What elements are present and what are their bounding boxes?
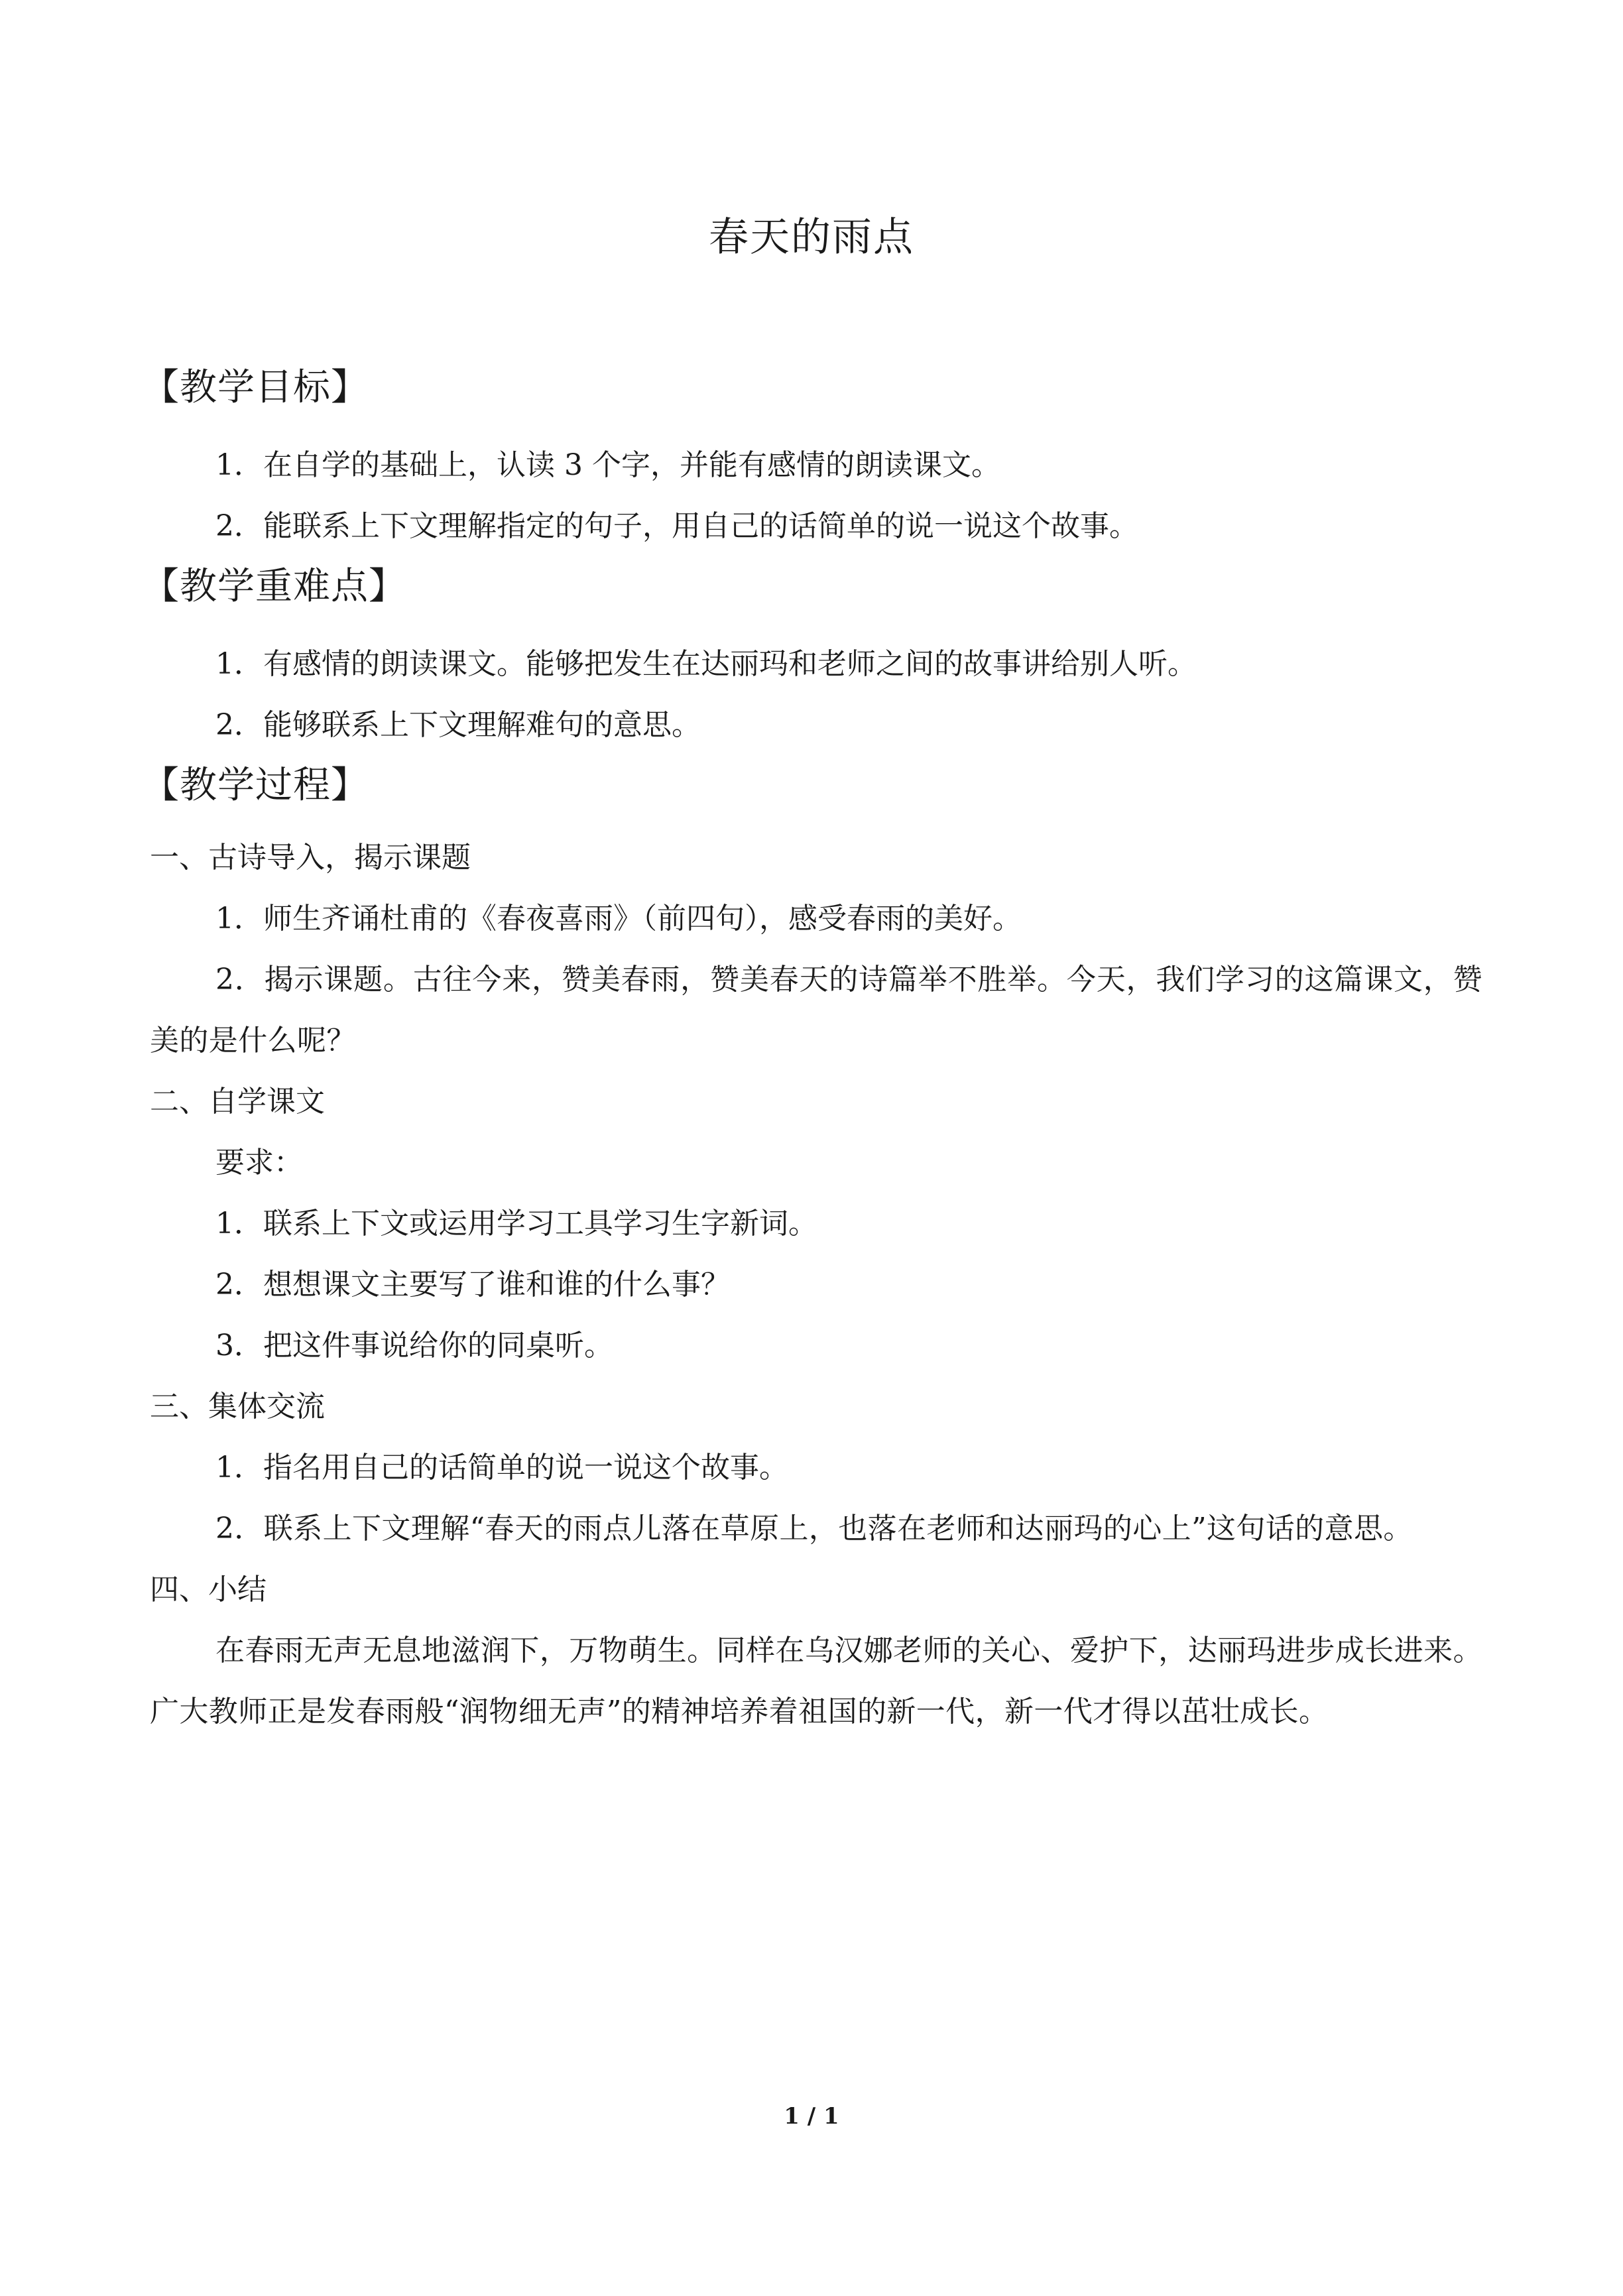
document-body (142, 358, 1482, 1742)
process-part2-item-3: 3．把这件事说给你的同桌听。 (215, 1329, 613, 1362)
document-title: 春天的雨点 (709, 214, 914, 261)
key-points-item-2: 2．能够联系上下文理解难句的意思。 (215, 708, 701, 742)
process-part2-requirement: 要求： (215, 1146, 303, 1179)
process-part2-item-2: 2．想想课文主要写了谁和谁的什么事？ (215, 1268, 730, 1301)
process-part2-item-1: 1．联系上下文或运用学习工具学习生字新词。 (215, 1207, 817, 1240)
process-part2-title: 二、自学课文 (150, 1085, 325, 1118)
process-part1-item-1: 1．师生齐诵杜甫的《春夜喜雨》（前四句），感受春雨的美好。 (215, 902, 1022, 936)
goals-item-2: 2．能联系上下文理解指定的句子，用自己的话简单的说一说这个故事。 (215, 509, 1138, 543)
process-part1-item-2: 2．揭示课题。古往今来，赞美春雨，赞美春天的诗篇举不胜举。今天，我们学习的这篇课文，赞美的是什么呢？ (150, 963, 1482, 1057)
page-number: 1 / 1 (784, 2103, 839, 2130)
process-part3-item-2: 2．联系上下文理解“春天的雨点儿落在草原上，也落在老师和达丽玛的心上”这句话的意思。 (215, 1512, 1413, 1545)
process-part4-title: 四、小结 (150, 1573, 267, 1606)
process-part3-title: 三、集体交流 (150, 1390, 325, 1423)
section-heading-key-points: 【教学重难点】 (142, 565, 406, 608)
section-heading-process: 【教学过程】 (142, 764, 369, 807)
process-part4-paragraph: 在春雨无声无息地滋润下，万物萌生。同样在乌汉娜老师的关心、爱护下，达丽玛进步成长进来。广大教师正是发春雨般“润物细无声”的精神培养着祖国的新一代，新一代才得以茁壮成长。 (150, 1634, 1482, 1728)
process-part3-item-1: 1．指名用自己的话简单的说一说这个故事。 (215, 1451, 788, 1484)
goals-item-1: 1．在自学的基础上，认读 3 个字，并能有感情的朗读课文。 (215, 448, 1000, 482)
process-part1-title: 一、古诗导入，揭示课题 (150, 841, 471, 875)
key-points-item-1: 1．有感情的朗读课文。能够把发生在达丽玛和老师之间的故事讲给别人听。 (215, 647, 1197, 681)
section-heading-goals: 【教学目标】 (142, 366, 369, 409)
